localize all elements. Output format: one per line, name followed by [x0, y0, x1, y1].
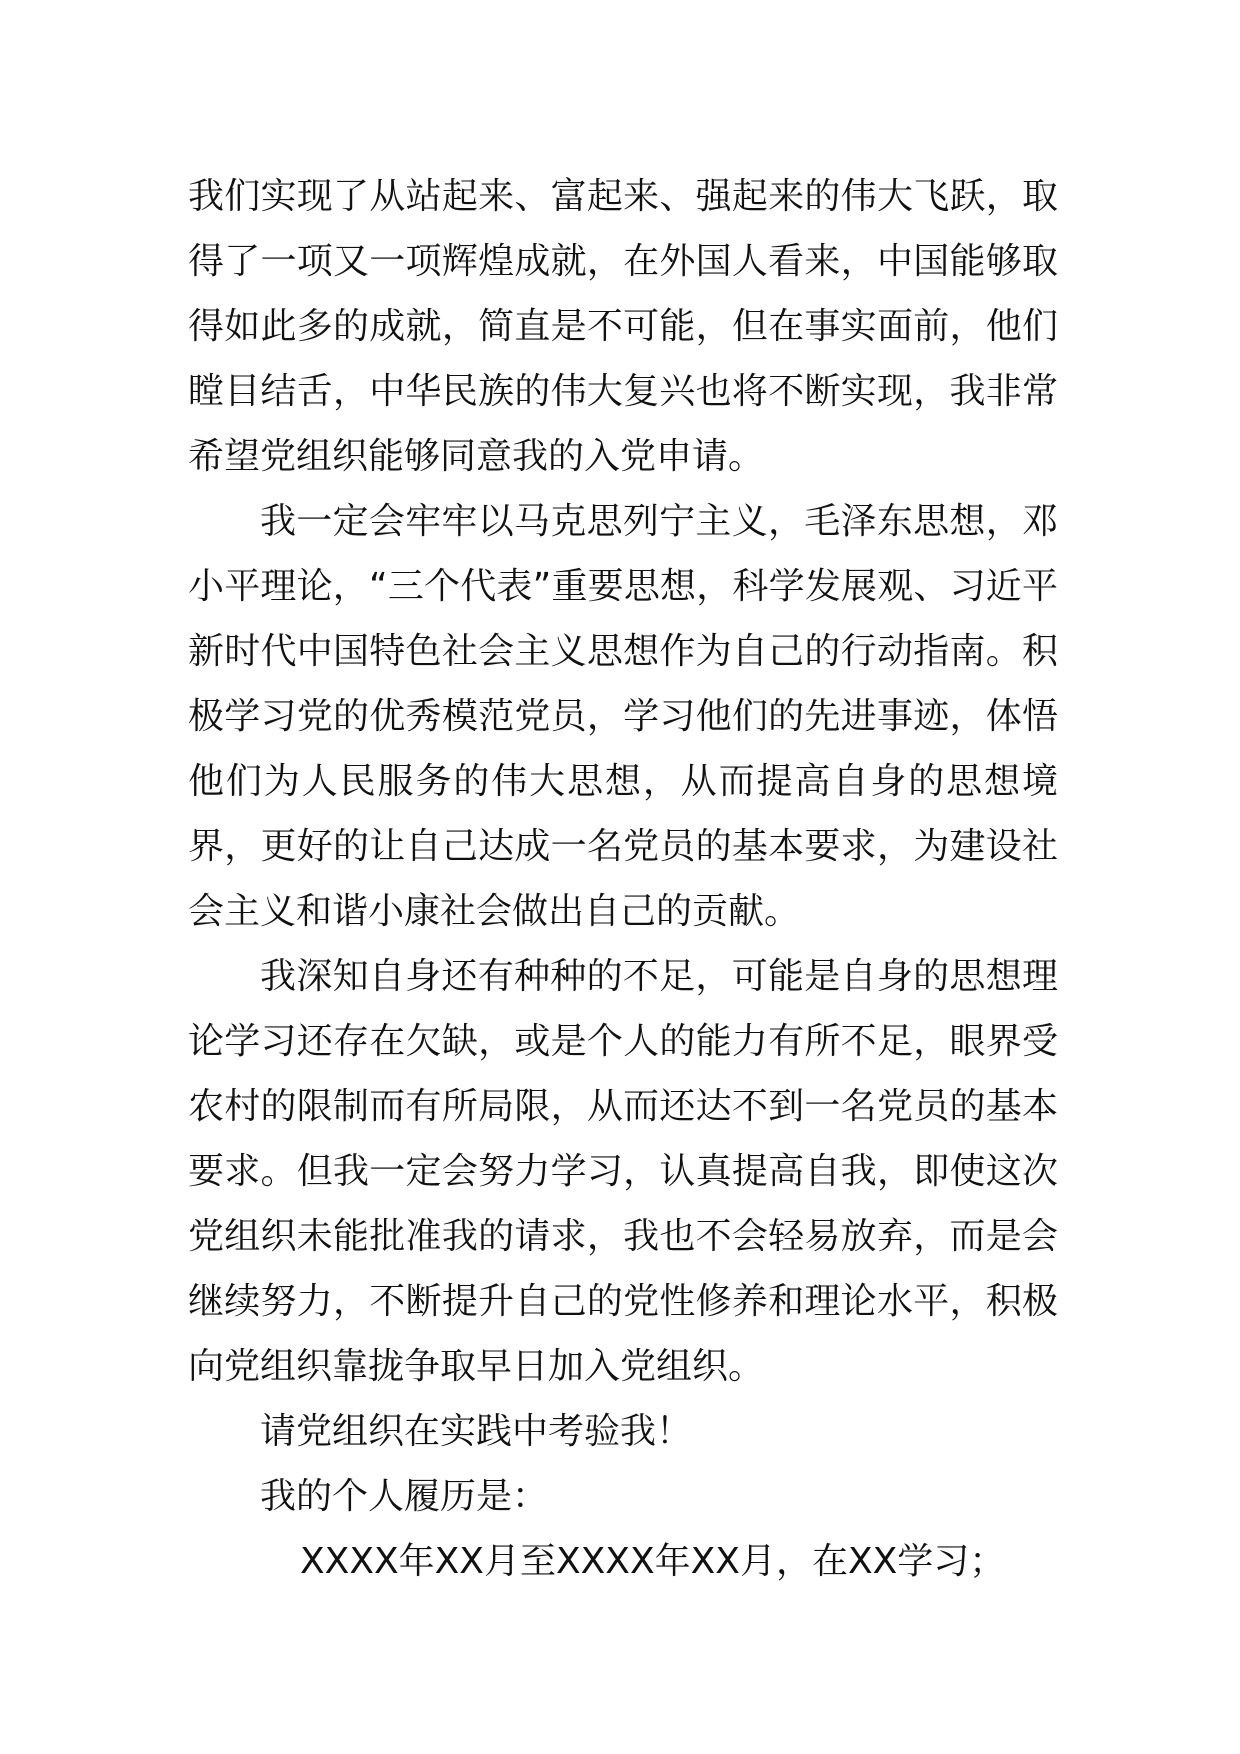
paragraph-1: 我们实现了从站起来、富起来、强起来的伟大飞跃，取得了一项又一项辉煌成就，在外国人看来，中国能够取得如此多的成就，简直是不可能，但在事实面前，他们瞠目结舌，中华民族的伟大复兴也将不断实现，我非常希望党组织能够同意我的入党申请。: [188, 176, 1058, 477]
paragraph-5: 我的个人履历是：: [260, 1476, 549, 1517]
paragraph-4: 请党组织在实践中考验我！: [260, 1411, 693, 1452]
paragraph-2: 我一定会牢牢以马克思列宁主义，毛泽东思想，邓小平理论，“三个代表”重要思想，科学发展观、习近平新时代中国特色社会主义思想作为自己的行动指南。积极学习党的优秀模范党员，学习他们的先进事迹，体悟他们为人民服务的伟大思想，从而提高自身的思想境界，更好的让自己达成一名党员的基本要求，为建设社会主义和谐小康社会做出自己的贡献。: [188, 501, 1058, 932]
resume-line: XXXX年XX月至XXXX年XX月，在XX学习；: [300, 1541, 1006, 1582]
paragraph-3: 我深知自身还有种种的不足，可能是自身的思想理论学习还存在欠缺，或是个人的能力有所不足，眼界受农村的限制而有所局限，从而还达不到一名党员的基本要求。但我一定会努力学习，认真提高自我，即使这次党组织未能批准我的请求，我也不会轻易放弃，而是会继续努力，不断提升自己的党性修养和理论水平，积极向党组织靠拢争取早日加入党组织。: [188, 956, 1058, 1387]
document-body: [188, 164, 1058, 1594]
